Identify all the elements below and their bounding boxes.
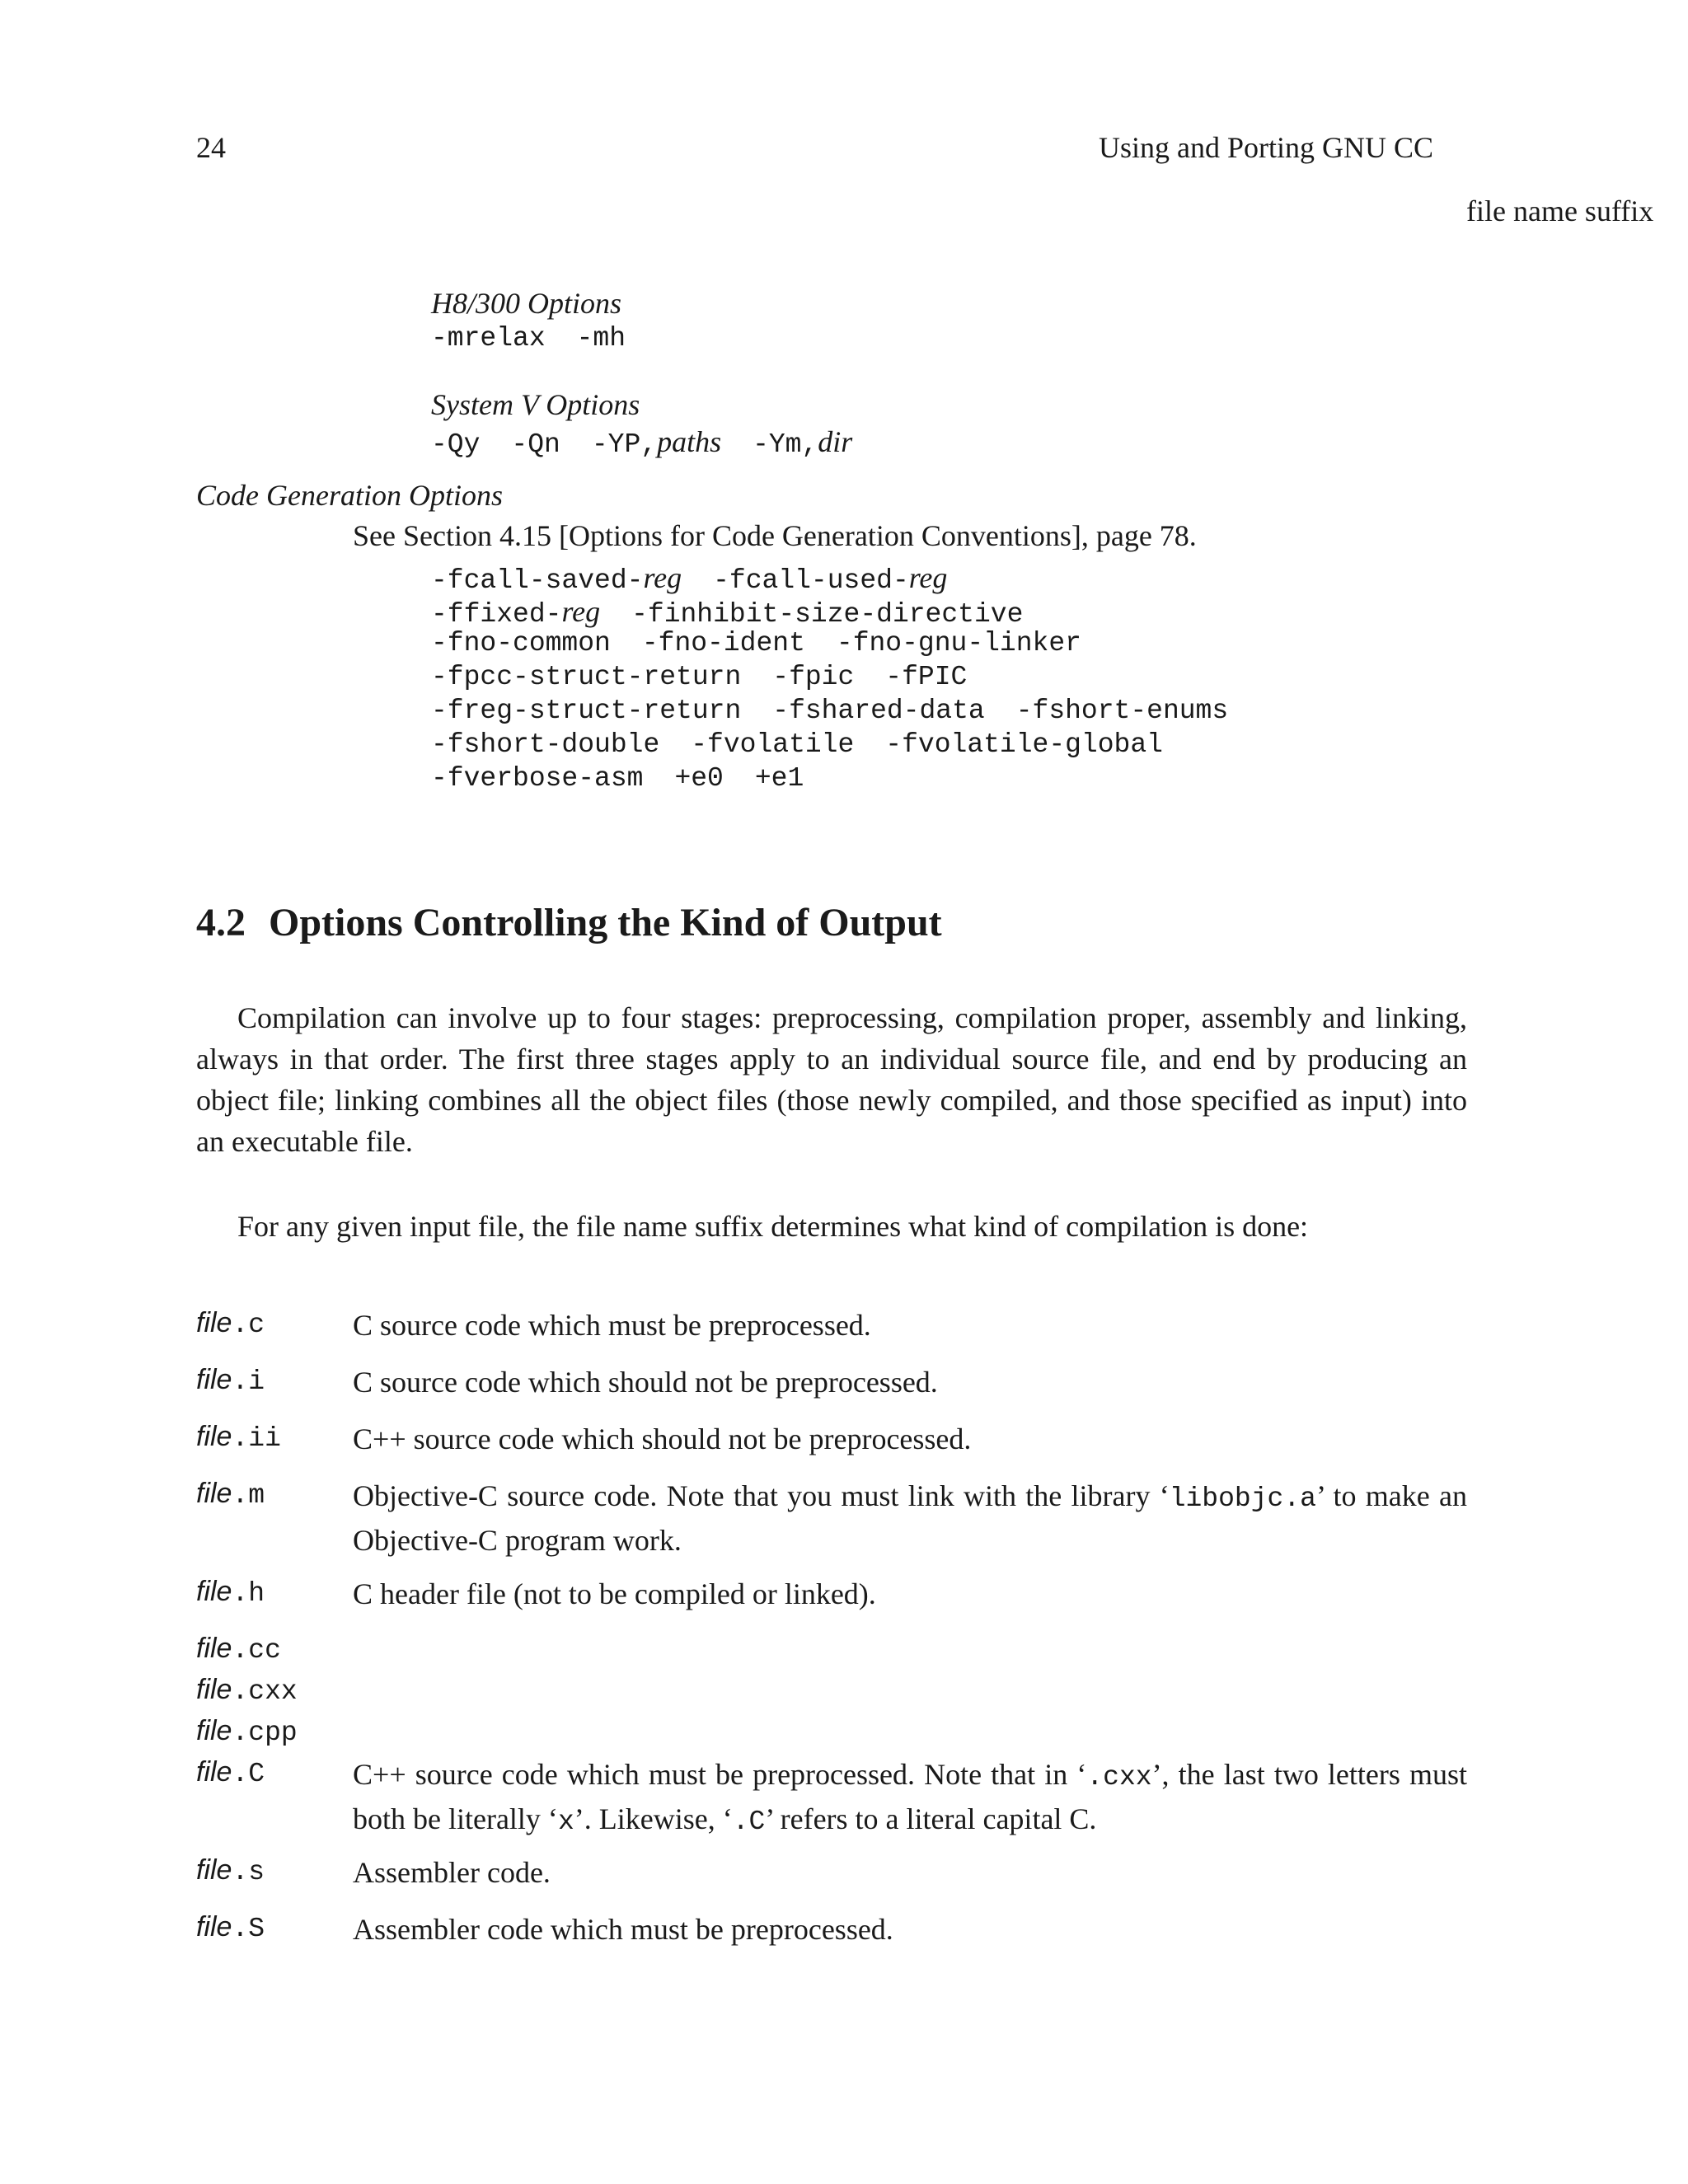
- option-yp: -YP,paths: [591, 425, 722, 460]
- suffix-term-s: file.s: [196, 1854, 265, 1887]
- suffix-term-S: file.S: [196, 1911, 265, 1944]
- section-heading: [196, 900, 942, 945]
- option-ym: -Ym,dir: [753, 425, 853, 460]
- margin-note: file name suffix: [1466, 194, 1654, 227]
- codegen-line-7: -fverbose-asm +e0 +e1: [431, 763, 804, 794]
- section-number: 4.2: [196, 901, 246, 944]
- suffix-term-m: file.m: [196, 1478, 265, 1511]
- suffix-term-cc: file.cc: [196, 1633, 281, 1666]
- codegen-line-4: -fpcc-struct-return -fpic -fPIC: [431, 662, 968, 692]
- h8300-options-line: [431, 323, 626, 354]
- suffix-term-i: file.i: [196, 1364, 265, 1397]
- section-title: Options Controlling the Kind of Output: [269, 901, 942, 944]
- intro-paragraph: Compilation can involve up to four stages: preprocessing, compilation proper, assembly and linking, always in that order. The first three stages apply to an individual source file, and end by producing an object file; linking combines all the object files (those newly compiled, and those specified as input) into an executable file.: [196, 1001, 1467, 1158]
- suffix-term-cpp: file.cpp: [196, 1715, 298, 1748]
- suffix-desc-ii: C++ source code which should not be preprocessed.: [353, 1422, 972, 1455]
- codegen-line-3: -fno-common -fno-ident -fno-gnu-linker: [431, 628, 1081, 658]
- suffix-term-C: file.C: [196, 1756, 265, 1789]
- page-number: 24: [196, 131, 226, 164]
- suffix-term-h: file.h: [196, 1576, 265, 1609]
- sysv-options-label: System V Options: [431, 388, 640, 421]
- suffix-desc-c: C source code which must be preprocessed.: [353, 1309, 871, 1342]
- suffix-term-cxx: file.cxx: [196, 1674, 298, 1707]
- option-mrelax: -mrelax: [431, 323, 546, 354]
- running-title: Using and Porting GNU CC: [1099, 131, 1434, 164]
- option-mh: -mh: [576, 323, 626, 354]
- suffix-desc-s: Assembler code.: [353, 1856, 551, 1889]
- option-qn: -Qn: [511, 429, 560, 460]
- codegen-line-2: -ffixed-reg -finhibit-size-directive: [431, 595, 1024, 630]
- suffix-desc-i: C source code which should not be preprocessed.: [353, 1366, 938, 1399]
- codegen-see-reference: See Section 4.15 [Options for Code Generation Conventions], page 78.: [353, 519, 1197, 552]
- h8300-options-label: H8/300 Options: [431, 287, 622, 320]
- codegen-options-label: Code Generation Options: [196, 479, 503, 512]
- option-qy: -Qy: [431, 429, 481, 460]
- suffix-term-c: file.c: [196, 1307, 265, 1340]
- suffix-desc-S: Assembler code which must be preprocessed.: [353, 1913, 893, 1946]
- suffix-desc-h: C header file (not to be compiled or linked).: [353, 1577, 876, 1610]
- suffix-intro-paragraph: For any given input file, the file name suffix determines what kind of compilation is done:: [237, 1210, 1309, 1243]
- sysv-options-line: [431, 424, 852, 460]
- codegen-line-5: -freg-struct-return -fshared-data -fshort-enums: [431, 696, 1229, 726]
- codegen-line-6: -fshort-double -fvolatile -fvolatile-global: [431, 729, 1163, 760]
- suffix-desc-m: Objective-C source code. Note that you must link with the library ‘libobjc.a’ to make an Objective-C program work.: [353, 1479, 1467, 1557]
- suffix-term-ii: file.ii: [196, 1421, 281, 1454]
- codegen-line-1: -fcall-saved-reg -fcall-used-reg: [431, 561, 948, 596]
- suffix-desc-cplusplus: C++ source code which must be preprocessed. Note that in ‘.cxx’, the last two letters must both be literally ‘x’. Likewise, ‘.C’ refers to a literal capital C.: [353, 1758, 1467, 1837]
